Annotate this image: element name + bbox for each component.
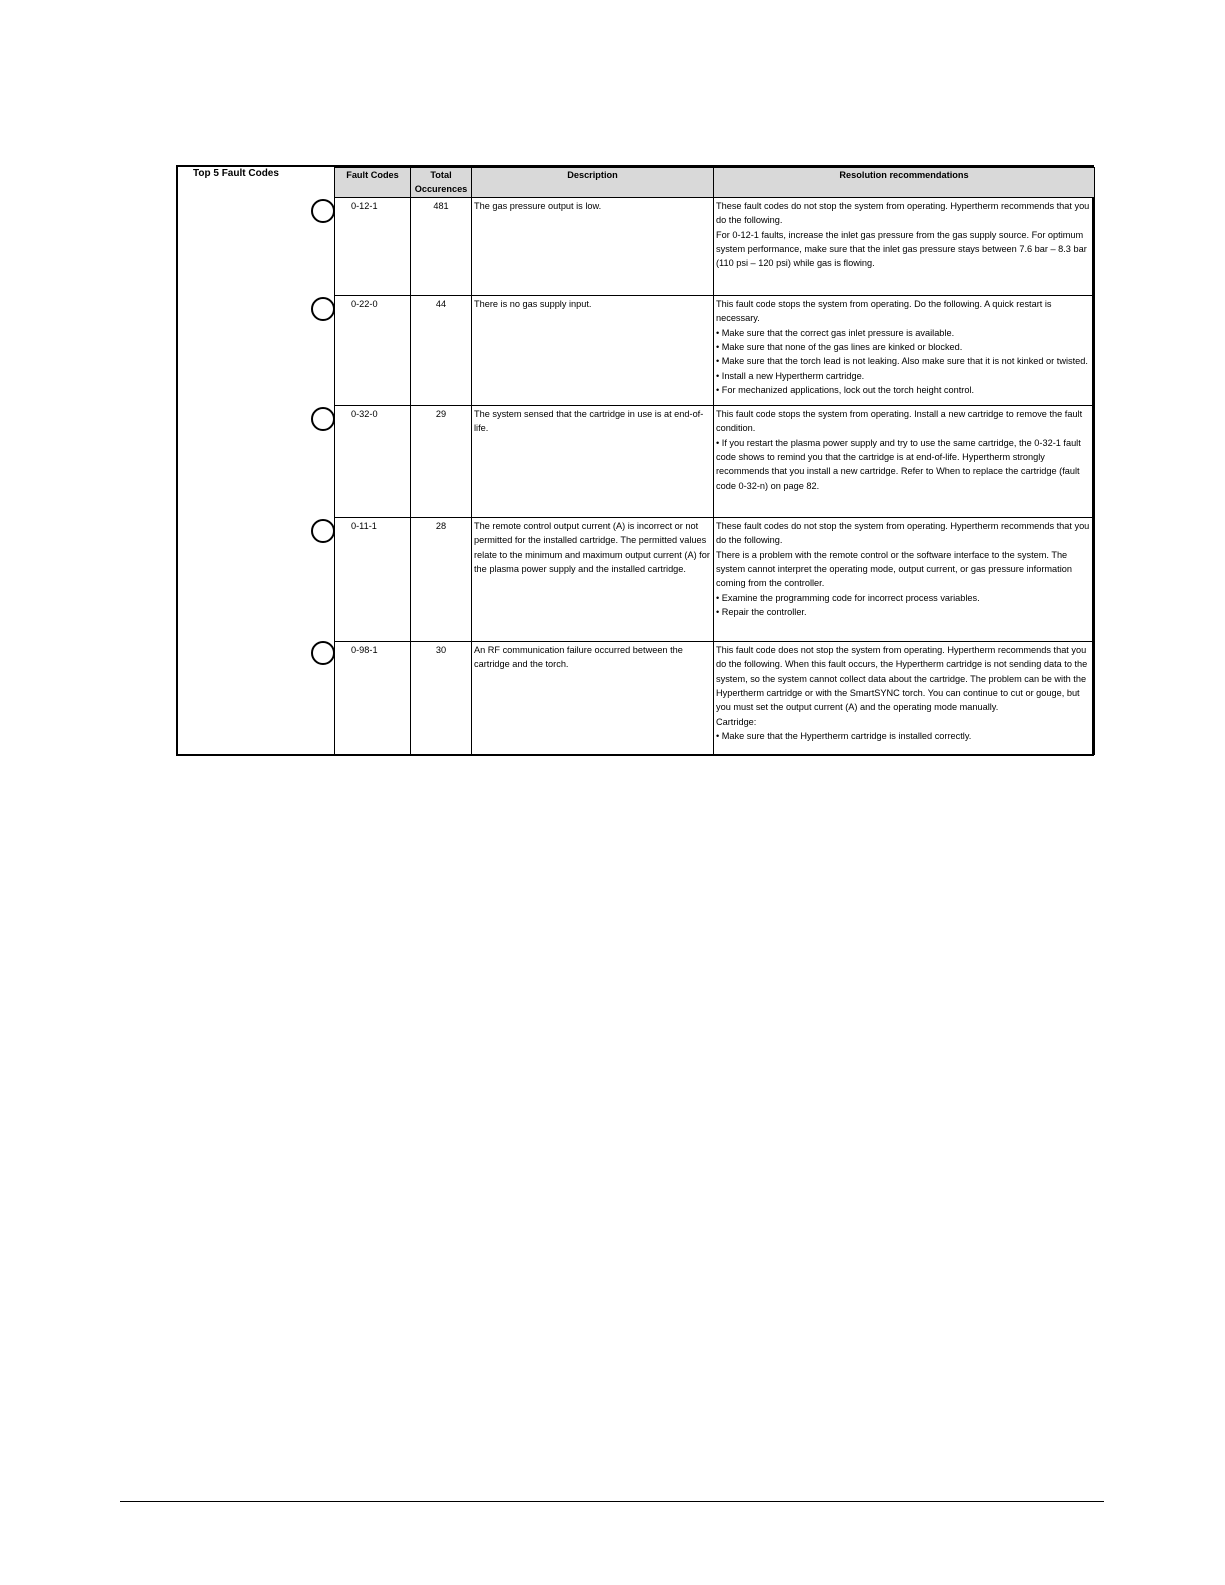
table-header-row [335, 168, 1095, 198]
table-row [335, 197, 1095, 295]
description-cell: There is no gas supply input. [472, 295, 714, 405]
resolution-line: • Make sure that the correct gas inlet pressure is available. [716, 327, 955, 338]
resolution-line: Cartridge: [716, 716, 757, 727]
side-column [178, 167, 336, 754]
total-cell: 44 [411, 295, 472, 405]
resolution-line: • Make sure that the Hypertherm cartridge is installed correctly. [716, 731, 972, 742]
fault-code-cell: 0-32-0 [335, 405, 411, 517]
header-total-occurences: Total Occurences [411, 168, 472, 198]
resolution-cell [714, 641, 1095, 754]
fault-code-report [176, 165, 1094, 756]
resolution-line: • For mechanized applications, lock out the torch height control. [716, 385, 975, 396]
total-cell: 481 [411, 197, 472, 295]
row-marker-circle [311, 519, 335, 543]
description-cell: The remote control output current (A) is incorrect or not permitted for the installed cartridge. The permitted values relate to the minimum and maximum output current (A) for the plasma power supply and the installed cartridge. [472, 517, 714, 641]
resolution-line: This fault code stops the system from operating. Install a new cartridge to remove the fault condition. [716, 408, 1083, 434]
row-marker-circle [311, 297, 335, 321]
description-cell: The gas pressure output is low. [472, 197, 714, 295]
table-row [335, 295, 1095, 405]
resolution-cell [714, 517, 1095, 641]
header-fault-codes: Fault Codes [335, 168, 411, 198]
resolution-line: • Make sure that none of the gas lines are kinked or blocked. [716, 342, 963, 353]
row-marker-circle [311, 199, 335, 223]
resolution-line: There is a problem with the remote control or the software interface to the system. The system cannot interpret the operating mode, output current, or gas pressure information coming from the controller. [716, 549, 1072, 589]
resolution-cell [714, 295, 1095, 405]
total-cell: 30 [411, 641, 472, 754]
row-marker-circle [311, 641, 335, 665]
resolution-line: These fault codes do not stop the system from operating. Hypertherm recommends that you do the following. [716, 520, 1090, 546]
resolution-line: • Repair the controller. [716, 607, 807, 618]
resolution-cell [714, 405, 1095, 517]
resolution-cell [714, 197, 1095, 295]
resolution-line: For 0-12-1 faults, increase the inlet gas pressure from the gas supply source. For optimum system performance, make sure that the inlet gas pressure stays between 7.6 bar – 8.3 bar (110 psi – 120 psi) while gas is flowing. [716, 229, 1087, 269]
fault-code-table [334, 167, 1095, 755]
side-title: Top 5 Fault Codes [193, 168, 279, 179]
row-marker-circle [311, 407, 335, 431]
table-row [335, 641, 1095, 754]
resolution-line: These fault codes do not stop the system from operating. Hypertherm recommends that you do the following. [716, 200, 1090, 226]
total-cell: 28 [411, 517, 472, 641]
table-row [335, 405, 1095, 517]
header-description: Description [472, 168, 714, 198]
resolution-line: • Install a new Hypertherm cartridge. [716, 370, 865, 381]
resolution-line: • Make sure that the torch lead is not leaking. Also make sure that it is not kinked or twisted. [716, 356, 1088, 367]
resolution-line: This fault code does not stop the system from operating. Hypertherm recommends that you do the following. When this fault occurs, the Hypertherm cartridge is not sending data to the system, so the system cannot collect data about the cartridge. The problem can be with the Hypertherm cartridge or with the SmartSYNC torch. You can continue to cut or gouge, but you must set the output current (A) and the operating mode manually. [716, 644, 1088, 713]
resolution-line: This fault code stops the system from operating. Do the following. A quick restart is necessary. [716, 298, 1052, 324]
fault-code-cell: 0-98-1 [335, 641, 411, 754]
resolution-line: • Examine the programming code for incorrect process variables. [716, 592, 980, 603]
fault-code-cell: 0-22-0 [335, 295, 411, 405]
description-cell: An RF communication failure occurred between the cartridge and the torch. [472, 641, 714, 754]
table-row [335, 517, 1095, 641]
header-resolution: Resolution recommendations [714, 168, 1095, 198]
footer-rule [120, 1501, 1104, 1502]
description-cell: The system sensed that the cartridge in use is at end-of-life. [472, 405, 714, 517]
fault-code-cell: 0-12-1 [335, 197, 411, 295]
resolution-line: • If you restart the plasma power supply and try to use the same cartridge, the 0-32-1 fault code shows to remind you that the cartridge is at end-of-life. Hypertherm strongly recommends that you install a new cartridge. Refer to When to replace the cartridge (fault code 0-32-n) on page 82. [716, 437, 1081, 491]
fault-code-cell: 0-11-1 [335, 517, 411, 641]
total-cell: 29 [411, 405, 472, 517]
